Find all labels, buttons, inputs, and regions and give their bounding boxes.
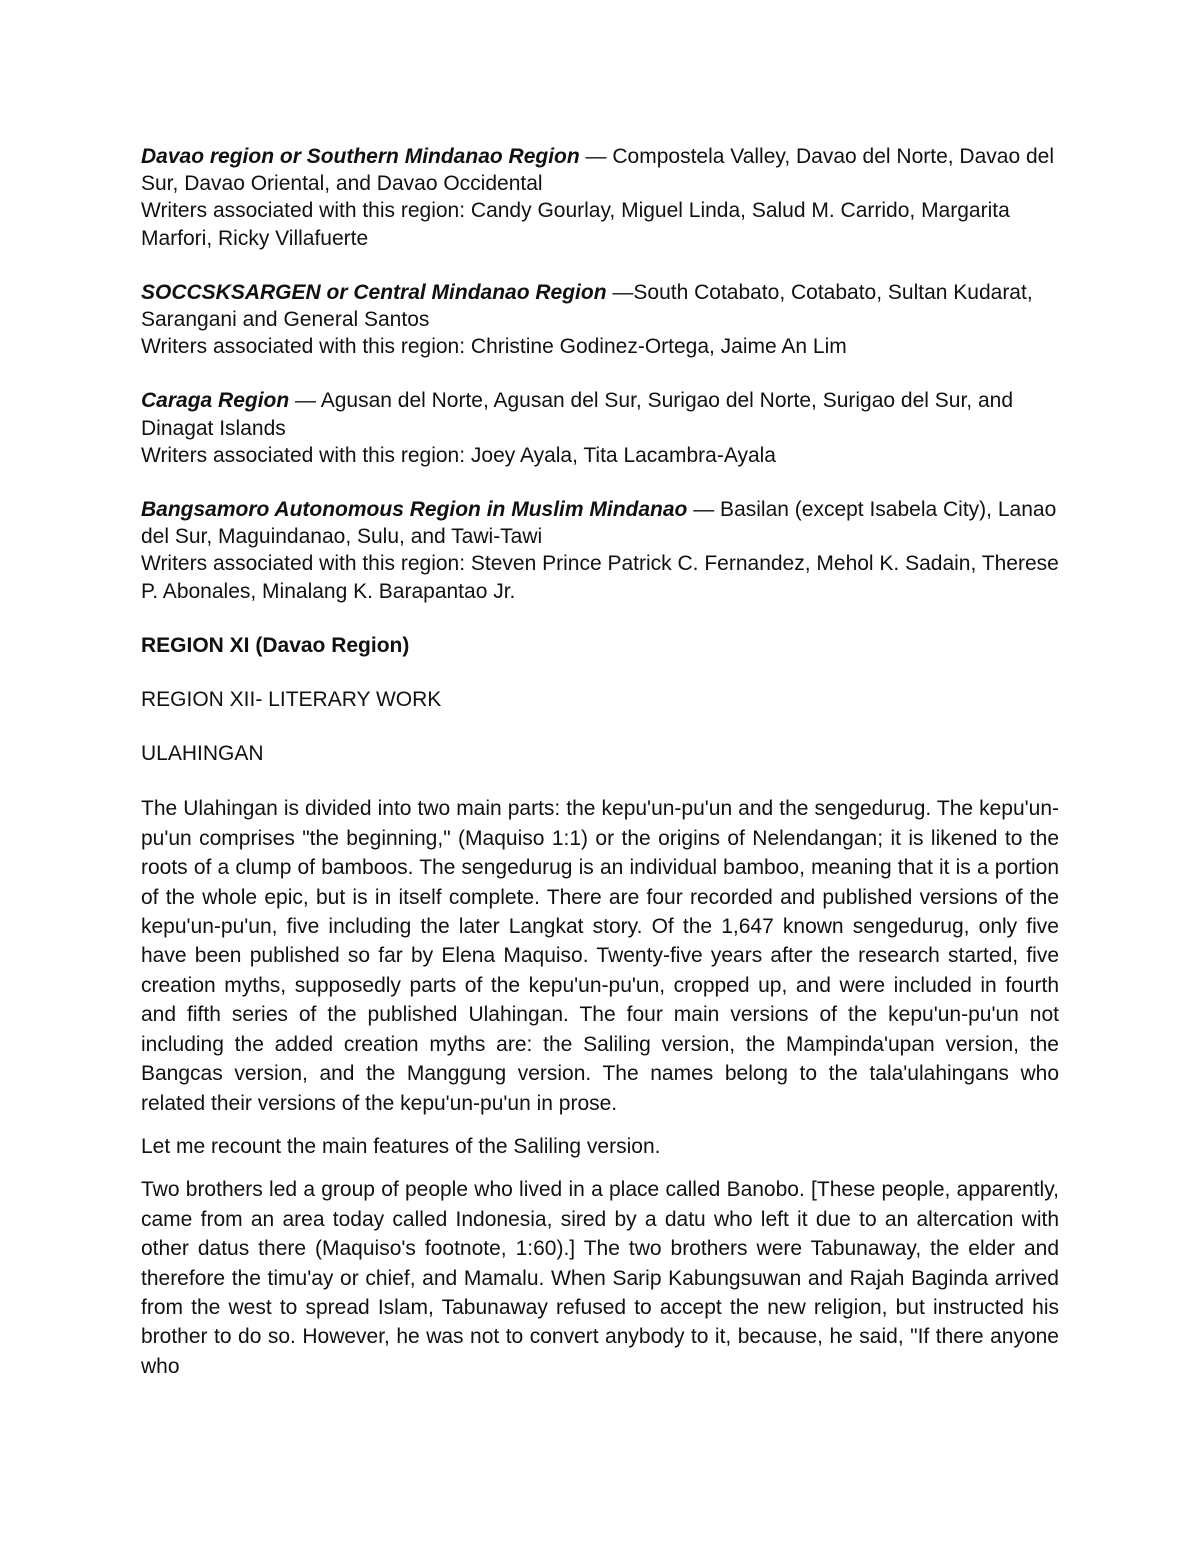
- region-writers: Writers associated with this region: Christine Godinez-Ortega, Jaime An Lim: [141, 335, 847, 359]
- region-provinces: — Agusan del Norte, Agusan del Sur, Surigao del Norte, Surigao del Sur, and Dinagat Islands: [141, 389, 1013, 440]
- region-writers: Writers associated with this region: Candy Gourlay, Miguel Linda, Salud M. Carrido, Margarita Marfori, Ricky Villafuerte: [141, 199, 1010, 250]
- region-name: Bangsamoro Autonomous Region in Muslim Mindanao: [141, 498, 688, 522]
- region-line: [141, 387, 1059, 441]
- paragraph-two-brothers: Two brothers led a group of people who lived in a place called Banobo. [These people, apparently, came from an area today called Indonesia, sired by a datu who left it due to an altercation with other datus there (Maquiso's footnote, 1:60).] The two brothers were Tabunaway, the elder and therefore the timu'ay or chief, and Mamalu. When Sarip Kabungsuwan and Rajah Baginda arrived from the west to spread Islam, Tabunaway refused to accept the new religion, but instructed his brother to do so. However, he was not to convert anybody to it, because, he said, "If there anyone who: [141, 1178, 1059, 1378]
- region-name: Davao region or Southern Mindanao Region: [141, 145, 580, 168]
- heading-region-xii: REGION XII- LITERARY WORK: [141, 688, 442, 712]
- heading-ulahingan: ULAHINGAN: [141, 742, 264, 766]
- region-name: Caraga Region: [141, 389, 290, 413]
- heading-region-xi: REGION XI (Davao Region): [141, 633, 410, 657]
- region-entry-caraga: [141, 387, 1059, 469]
- region-line: [141, 496, 1059, 550]
- paragraph-ulahingan-parts: The Ulahingan is divided into two main parts: the kepu'un-pu'un and the sengedurug. The kepu'un-pu'un comprises "the beginning," (Maquiso 1:1) or the origins of Nelendangan; it is likened to the roots of a clump of bamboos. The sengedurug is an individual bamboo, meaning that it is a portion of the whole epic, but is in itself complete. There are four recorded and published versions of the kepu'un-pu'un, five including the later Langkat story. Of the 1,647 known sengedurug, only five have been published so far by Elena Maquiso. Twenty-five years after the research started, five creation myths, supposedly parts of the kepu'un-pu'un, cropped up, and were included in fourth and fifth series of the published Ulahingan. The four main versions of the kepu'un-pu'un not including the added creation myths are: the Saliling version, the Mampinda'upan version, the Bangcas version, and the Manggung version. The names belong to the tala'ulahingans who related their versions of the kepu'un-pu'un in prose.: [141, 797, 1059, 1115]
- region-provinces: — Basilan (except Isabela City), Lanao del Sur, Maguindanao, Sulu, and Tawi-Tawi: [141, 498, 1057, 549]
- region-entry-soccsksargen: [141, 279, 1059, 361]
- region-entry-davao: [141, 143, 1059, 252]
- document-page: [141, 143, 1059, 1395]
- paragraph-saliling-intro: Let me recount the main features of the Saliling version.: [141, 1134, 661, 1158]
- region-writers: Writers associated with this region: Joey Ayala, Tita Lacambra-Ayala: [141, 443, 776, 467]
- region-line: [141, 143, 1059, 197]
- region-entry-barmm: [141, 496, 1059, 605]
- region-line: [141, 279, 1059, 333]
- region-writers: Writers associated with this region: Steven Prince Patrick C. Fernandez, Mehol K. Sadain, Therese P. Abonales, Minalang K. Barapantao Jr.: [141, 552, 1059, 603]
- region-provinces: —South Cotabato, Cotabato, Sultan Kudarat, Sarangani and General Santos: [141, 280, 1033, 332]
- region-name: SOCCSKSARGEN or Central Mindanao Region: [141, 280, 607, 304]
- region-provinces: — Compostela Valley, Davao del Norte, Davao del Sur, Davao Oriental, and Davao Occidental: [141, 145, 1054, 196]
